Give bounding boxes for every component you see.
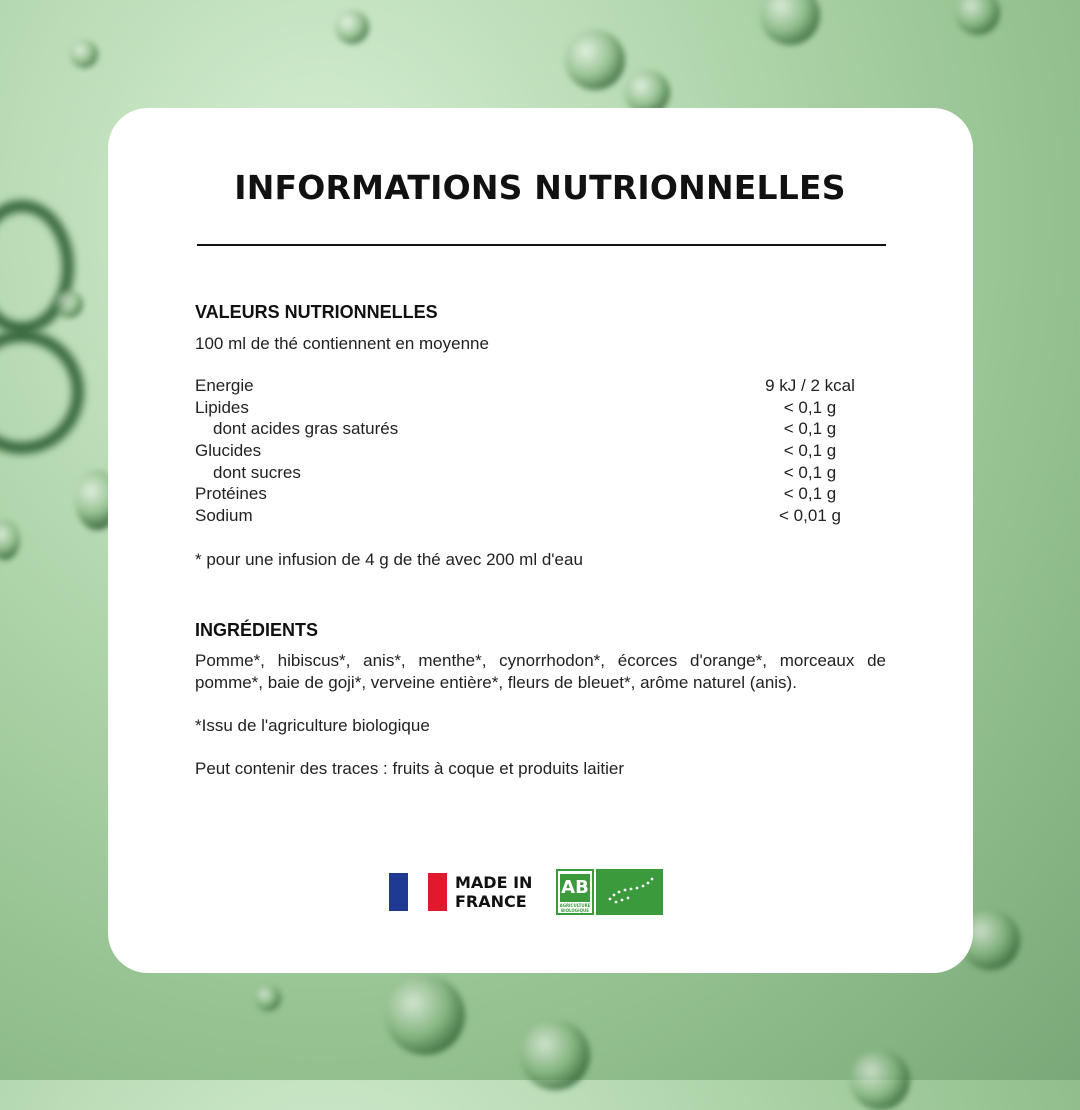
flag-stripe: [428, 873, 447, 911]
nutrient-value: < 0,1 g: [783, 419, 837, 438]
bubble-decoration: [565, 30, 625, 90]
made-in-line: FRANCE: [455, 892, 527, 911]
nutrition-row: [195, 419, 895, 441]
eu-leaf-svg: [596, 869, 663, 915]
nutrition-footnote: * pour une infusion de 4 g de thé avec 200 ml d'eau: [195, 550, 583, 569]
bubble-decoration: [0, 330, 84, 454]
nutrient-label: dont acides gras saturés: [213, 419, 399, 438]
bubble-decoration: [385, 975, 465, 1055]
nutrient-value: < 0,1 g: [783, 463, 837, 482]
nutrient-value: < 0,1 g: [783, 441, 837, 460]
bubble-decoration: [255, 985, 281, 1011]
bubble-decoration: [55, 290, 83, 318]
ab-organic-logo-icon: [556, 869, 594, 915]
nutrition-row: [195, 463, 895, 485]
nutrient-label: dont sucres: [213, 463, 301, 482]
nutrient-value: 9 kJ / 2 kcal: [765, 376, 855, 395]
nutrient-label: Sodium: [195, 506, 253, 525]
made-in-france-label: [455, 873, 532, 911]
nutrient-label: Protéines: [195, 484, 267, 503]
organic-note: *Issu de l'agriculture biologique: [195, 716, 430, 735]
ab-caption: [558, 903, 592, 913]
bubble-decoration: [70, 40, 98, 68]
nutrient-value: < 0,1 g: [783, 398, 837, 417]
ingredients-heading: INGRÉDIENTS: [195, 620, 319, 640]
nutrition-subtitle: 100 ml de thé contiennent en moyenne: [195, 334, 489, 353]
nutrition-row: [195, 484, 895, 506]
flag-stripe: [408, 873, 427, 911]
nutrient-label: Energie: [195, 376, 254, 395]
bubble-decoration: [0, 520, 20, 560]
french-flag-icon: [389, 873, 447, 911]
nutrition-card: [108, 108, 973, 973]
nutrient-value: < 0,1 g: [783, 484, 837, 503]
nutrition-row: [195, 441, 895, 463]
nutrient-value: < 0,01 g: [779, 506, 841, 525]
nutrition-row: [195, 506, 895, 528]
nutrient-label: Lipides: [195, 398, 249, 417]
made-in-line: MADE IN: [455, 873, 533, 892]
page-title: INFORMATIONS NUTRIONNELLES: [234, 168, 846, 207]
flag-stripe: [389, 873, 408, 911]
bubble-decoration: [335, 10, 369, 44]
ingredients-list: Pomme*, hibiscus*, anis*, menthe*, cynorrhodon*, écorces d'orange*, morceaux de pomme*, baie de goji*, verveine entière*, fleurs de bleuet*, arôme naturel (anis).: [195, 651, 886, 692]
nutrition-heading: VALEURS NUTRIONNELLES: [195, 302, 438, 322]
ab-caption-line: AGRICULTURE: [559, 903, 591, 908]
eu-organic-leaf-icon: [596, 869, 663, 915]
nutrition-row: [195, 398, 895, 420]
bubble-decoration: [850, 1050, 910, 1110]
ab-letters: AB: [560, 874, 590, 902]
ab-caption-line: BIOLOGIQUE: [561, 908, 589, 913]
nutrient-label: Glucides: [195, 441, 262, 460]
traces-warning: Peut contenir des traces : fruits à coque et produits laitier: [195, 759, 625, 778]
bubble-decoration: [760, 0, 820, 45]
title-divider: [197, 244, 886, 246]
bubble-decoration: [955, 0, 1000, 35]
nutrition-row: [195, 376, 895, 398]
